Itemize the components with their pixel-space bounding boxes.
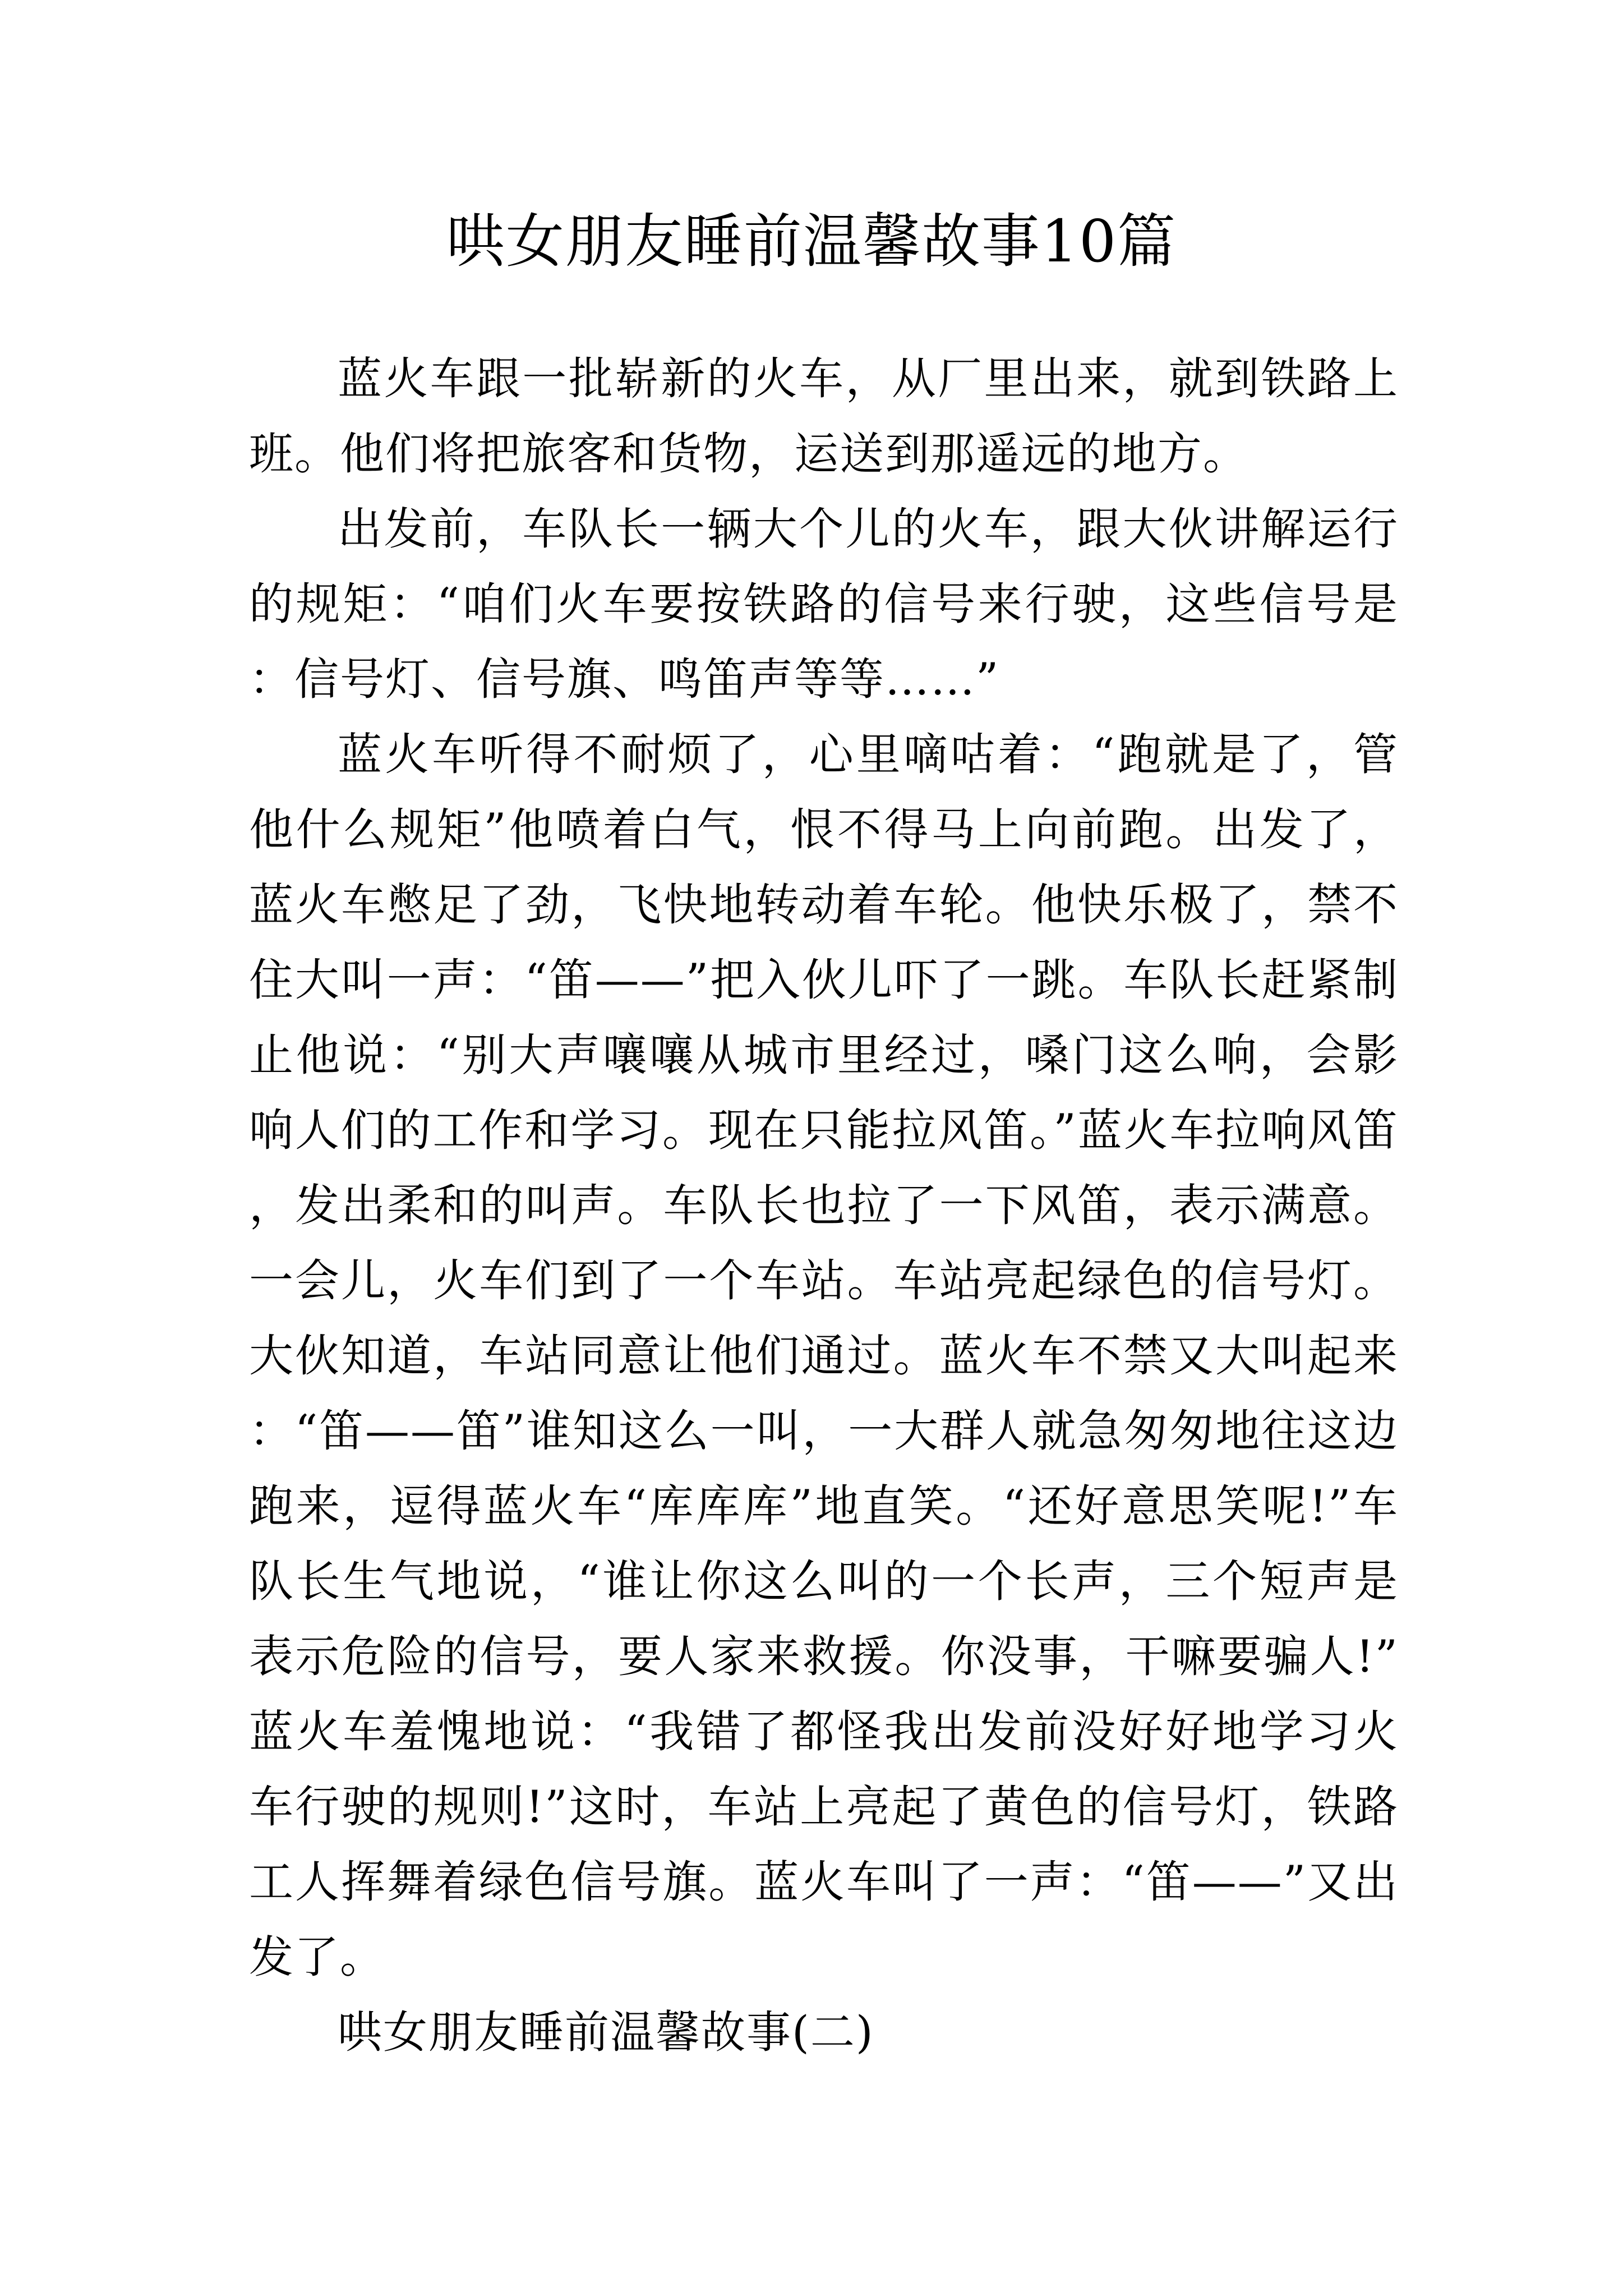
document-title: 哄女朋友睡前温馨故事10篇 bbox=[446, 207, 1177, 275]
paragraph: 蓝火车听得不耐烦了，心里嘀咕着：“跑就是了，管他什么规矩”他喷着白气，恨不得马上向前跑。出发了，蓝火车憋足了劲，飞快地转动着车轮。他快乐极了，禁不住大叫一声：“笛——”把入伙儿吓了一跳。车队长赶紧制止他说：“别大声嚷嚷从城市里经过，嗓门这么响，会影响人们的工作和学习。现在只能拉风笛。”蓝火车拉响风笛，发出柔和的叫声。车队长也拉了一下风笛，表示满意。一会儿，火车们到了一个车站。车站亮起绿色的信号灯。大伙知道，车站同意让他们通过。蓝火车不禁又大叫起来：“笛——笛”谁知这么一叫，一大群人就急匆匆地往这边跑来，逗得蓝火车“库库库”地直笑。“还好意思笑呢!”车队长生气地说，“谁让你这么叫的一个长声，三个短声是表示危险的信号，要人家来救援。你没事，干嘛要骗人!”蓝火车羞愧地说：“我错了都怪我出发前没好好地学习火车行驶的规则!”这时，车站上亮起了黄色的信号灯，铁路工人挥舞着绿色信号旗。蓝火车叫了一声：“笛——”又出发了。 bbox=[249, 729, 1399, 1983]
paragraph: 出发前，车队长一辆大个儿的火车，跟大伙讲解运行的规矩：“咱们火车要按铁路的信号来行驶，这些信号是：信号灯、信号旗、鸣笛声等等……” bbox=[249, 503, 1399, 705]
document-body bbox=[249, 341, 1399, 2070]
paragraph: 蓝火车跟一批崭新的火车，从厂里出来，就到铁路上班。他们将把旅客和货物，运送到那遥远的地方。 bbox=[249, 353, 1399, 480]
section-heading: 哄女朋友睡前温馨故事(二) bbox=[338, 2007, 874, 2058]
